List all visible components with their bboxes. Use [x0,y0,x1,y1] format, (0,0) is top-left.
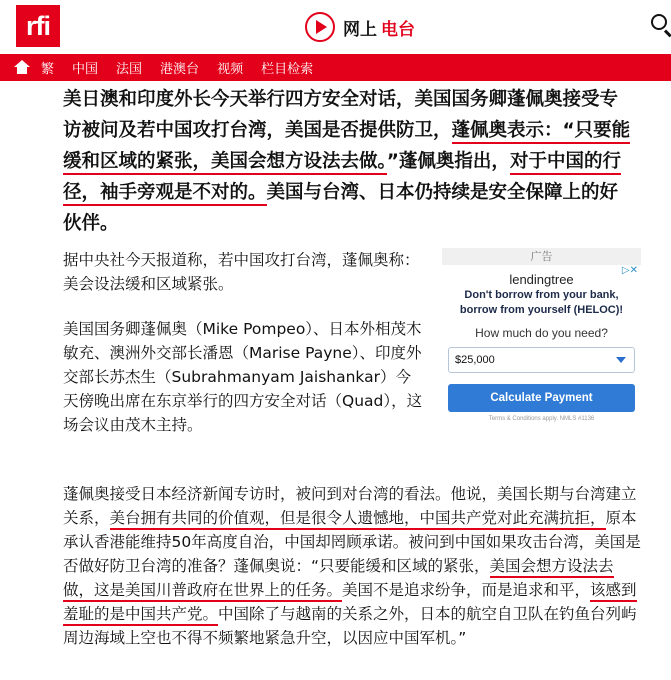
main-nav [0,54,671,81]
article-paragraph-1: 据中央社今天报道称，若中国攻打台湾，蓬佩奥称：美会设法缓和区域紧张。 [63,251,420,293]
ad-choices-icon[interactable]: ▷✕ [621,265,638,276]
highlighted-quote: 该感到羞耻的是中国共产党。 [63,581,637,626]
radio-label: 网上 [343,19,377,40]
article-lead [63,84,635,239]
ad-question: How much do you need? [475,326,608,340]
home-icon[interactable] [15,61,29,74]
ad-amount-value: $25,000 [455,354,495,366]
online-radio-link[interactable] [305,10,415,44]
calculate-payment-button[interactable]: Calculate Payment [448,384,635,412]
advertisement[interactable] [442,248,641,428]
highlighted-quote: 美国会想方设法去做，这是美国川普政府在世界上的任务。 [63,557,614,602]
nav-item-china[interactable]: 中国 [72,62,99,77]
ad-label: 广告 [442,248,641,265]
search-icon[interactable] [651,14,667,30]
highlighted-quote: 对于中国的行径，袖手旁观是不对的。 [63,151,621,206]
nav-item-section-search[interactable]: 栏目检索 [261,62,314,77]
ad-headline: Don't borrow from your bank, borrow from yourself (HELOC)! [459,289,624,316]
ad-amount-select[interactable] [448,347,635,373]
play-icon [305,12,335,42]
text-segment: 美日澳和印度外长今天举行四方安全对话，美国国务卿蓬佩奥接受专访被问及若中国攻打台湾，美国是否提供防卫， [63,89,619,141]
article-paragraph-3 [63,482,643,650]
rfi-logo[interactable]: rfi [16,5,60,47]
top-header [0,0,671,54]
ad-brand: lendingtree [509,272,574,287]
text-segment: 美国不是追求纷争，而是追求和平， [342,581,591,599]
nav-item-hk-macau-taiwan[interactable]: 港澳台 [160,62,200,77]
text-segment: 中国除了与越南的关系之外，日本的航空自卫队在钓鱼台列屿周边海域上空也不得不频繁地紧急升空，以因应中国军机。” [63,605,637,647]
ad-terms: Terms & Conditions apply. NMLS #1136 [488,416,595,422]
nav-item-video[interactable]: 视频 [217,62,244,77]
text-segment: 原本承认香港能维持50年高度自治，中国却罔顾承诺。被问到中国如果攻击台湾，美国是否做好防卫台湾的准备？蓬佩奥说：“只要能缓和区域的紧张， [63,509,641,575]
text-segment: ”蓬佩奥指出， [386,151,510,172]
text-segment: 蓬佩奥接受日本经济新闻专访时，被问到对台湾的看法。他说，美国长期与台湾建立关系， [63,485,637,527]
chevron-down-icon [616,357,626,363]
highlighted-quote: 中国共产党对此充满抗拒， [420,509,606,530]
nav-item-traditional[interactable]: 繁 [41,62,55,77]
radio-accent-label: 电台 [381,19,415,40]
text-segment: 美国与台湾、日本仍持续是安全保障上的好伙伴。 [63,182,619,234]
highlighted-quote: 蓬佩奥表示：“只要能缓和区域的紧张，美国会想方设法去做。 [63,120,630,175]
nav-item-france[interactable]: 法国 [116,62,143,77]
article-paragraph-2: 美国国务卿蓬佩奥（Mike Pompeo）、日本外相茂木敏充、澳洲外交部长潘恩（Marise Payne）、印度外交部长苏杰生（Subrahmanyam Jaishankar）今天傍晚出席在东京举行的四方安全对话（Quad），这场会议由茂木主持。 [63,320,423,434]
highlighted-quote: 美台拥有共同的价值观，但是很令人遗憾地， [110,509,420,530]
